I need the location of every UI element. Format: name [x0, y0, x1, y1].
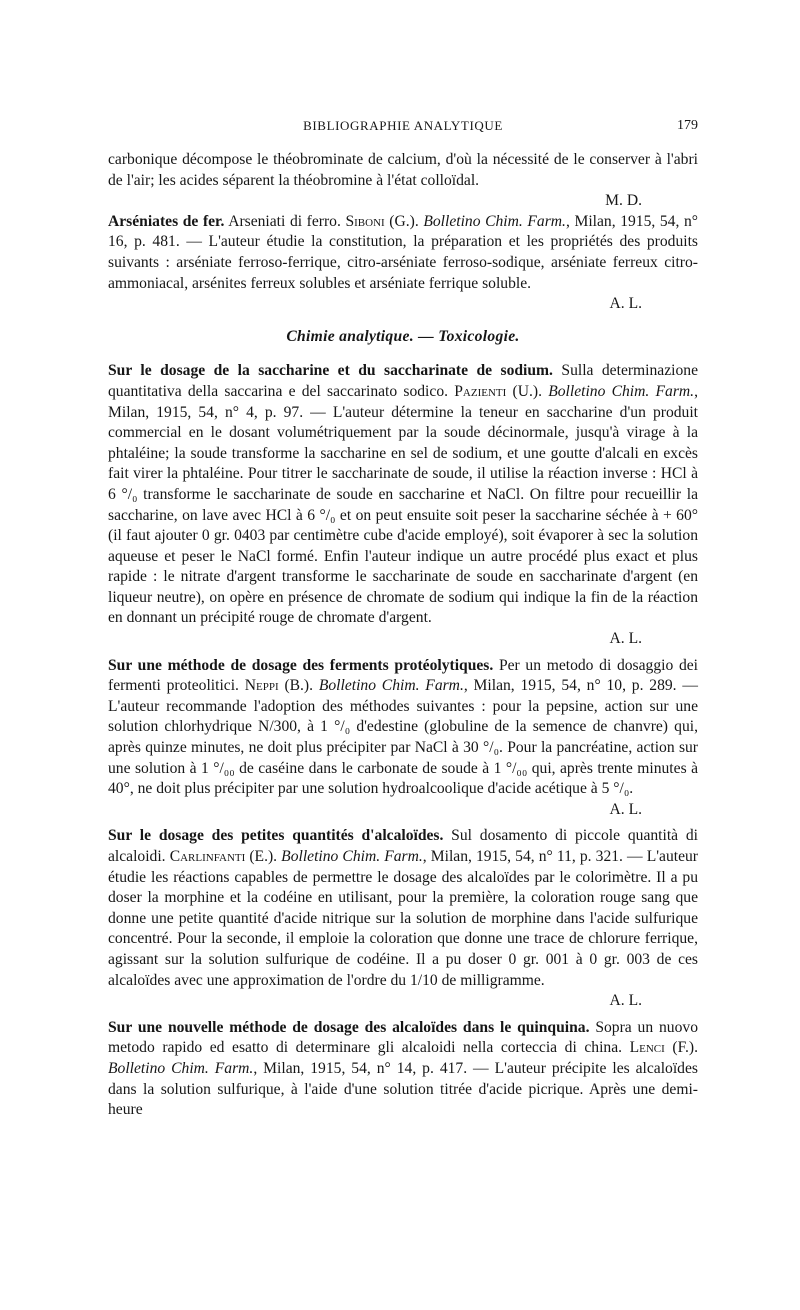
entry-heading: Arséniates de fer. [108, 212, 225, 230]
entry-initials: (G.). [384, 212, 424, 230]
entry-saccharine [108, 361, 698, 629]
entry-source: Bolletino Chim. Farm. [548, 382, 695, 400]
entry-initials: (F.). [664, 1039, 698, 1057]
entry-heading: Sur une méthode de dosage des ferments protéolytiques. [108, 656, 494, 674]
entry-heading: Sur le dosage des petites quantités d'alcaloïdes. [108, 827, 444, 845]
entry-heading: Sur une nouvelle méthode de dosage des alcaloïdes dans le quinquina. [108, 1018, 590, 1036]
entry-initials: (B.). [278, 677, 319, 695]
entry-source: Bolletino Chim. Farm. [423, 212, 566, 230]
entry-signature: A. L. [609, 992, 642, 1010]
running-head-title: BIBLIOGRAPHIE ANALYTIQUE [303, 118, 503, 133]
entry-signature: A. L. [609, 800, 642, 818]
entry-source: Bolletino Chim. Farm. [318, 677, 464, 695]
entry-title-it: Sopra un nuovo metodo rapido ed esatto di determinare gli alcaloidi nella corteccia di china. [108, 1018, 698, 1057]
page-body [108, 150, 698, 1121]
entry-source: Bolletino Chim. Farm. [108, 1059, 254, 1077]
entry-body: , Milan, 1915, 54, n° 10, p. 289. — L'auteur recommande l'adoption des méthodes suivantes : pour la pepsine, action sur une solution chlorhydrique N/300, à 1 °/₀ d'edestine (globuline de la semence de chanvre) qui, après quinze minutes, ne doit plus précipiter par NaCl à 30 °/₀. Pour la pancréatine, action sur une solution à 1 °/₀₀ de caséine dans le carbonate de soude à 1 °/₀₀ qui, après trente minutes à 40°, ne doit plus précipiter par une solution hydroalcoolique d'acide acétique à 5 °/₀. [108, 677, 698, 798]
entry-author: Pazienti [454, 382, 507, 400]
entry-quinquina [108, 1018, 698, 1121]
entry-alcaloides [108, 826, 698, 991]
entry-initials: (U.). [506, 382, 549, 400]
entry-body: , Milan, 1915, 54, n° 4, p. 97. — L'auteur détermine la teneur en saccharine d'un produit commercial en le dosant volumétriquement par la soude décinormale, jusqu'à virage à la phtaléine; la soude transforme la saccharine en sel de sodium, et une goutte d'alcali en excès fait virer la phtaléine. Pour titrer le saccharinate de soude, il utilise la réaction inverse : HCl à 6 °/₀ transforme le saccharinate de soude en saccharine et NaCl. On filtre pour recueillir la saccharine, on lave avec HCl à 6 °/₀ et on peut ensuite soit peser la saccharine séchée à + 60° (il faut ajouter 0 gr. 0403 par centimètre cube d'acide employé), soit évaporer à sec la solution aqueuse et peser le NaCl formé. Enfin l'auteur indique un autre procédé plus exact et plus rapide : le nitrate d'argent transforme le saccharinate de soude en saccharinate d'argent (en liqueur neutre), on opère en présence de chromate de sodium qui indique la fin de la réaction en donnant un précipité rouge de chromate d'argent. [108, 382, 698, 627]
section-title: Chimie analytique. — Toxicologie. [286, 327, 520, 345]
entry-author: Neppi [244, 677, 279, 695]
entry-author: Lenci [629, 1039, 665, 1057]
entry-source: Bolletino Chim. Farm. [281, 848, 423, 865]
entry-signature: A. L. [609, 630, 642, 648]
entry-title-it: Per un metodo di dosaggio dei fermenti proteolitici. [108, 656, 698, 695]
entry-body: , Milan, 1915, 54, n° 11, p. 321. — L'auteur étudie les réactions capables de permettre le dosage des alcaloïdes par le colorimètre. Il a pu doser la morphine et la codéine en utilisant, pour la première, la coloration rouge sang que donne une petite quantité d'acide nitrique sur la solution de morphine dans l'acide sulfurique concentré. Pour la seconde, il emploie la coloration que donne une trace de chlorure ferrique, agissant sur la solution sulfurique de codéine. Il a pu doser 0 gr. 001 à 0 gr. 003 de ces alcaloïdes avec une approximation de l'ordre du 1/10 de milligramme. [108, 848, 699, 989]
page-number: 179 [677, 118, 698, 133]
entry-initials: (E.). [245, 848, 282, 865]
entry-signature: A. L. [609, 295, 642, 313]
entry-author: Siboni [345, 212, 385, 230]
entry-title-it: Arseniati di ferro. [224, 212, 346, 230]
entry-body: , Milan, 1915, 54, n° 16, p. 481. — L'auteur étudie la constitution, la préparation et les propriétés des produits suivants : arséniate ferroso-ferrique, citro-arséniate ferroso-sodique, arséniate ferreux citro-ammoniacal, arsénites ferreux solubles et arséniate ferrique soluble. [108, 212, 698, 292]
entry-heading: Sur le dosage de la saccharine et du saccharinate de sodium. [108, 362, 553, 380]
entry-body: , Milan, 1915, 54, n° 14, p. 417. — L'auteur précipite les alcaloïdes dans la solution sulfurique, à l'aide d'une solution titrée d'acide picrique. Après une demi-heure [108, 1059, 698, 1119]
continuation-paragraph: carbonique décompose le théobrominate de calcium, d'où la nécessité de le conserver à l'abri de l'air; les acides séparent la théobromine à l'état colloïdal. [108, 151, 698, 189]
entry-title-it: Sul dosamento di piccole quantità di alcaloidi. [108, 827, 698, 865]
entry-author: Carlinfanti [169, 848, 246, 865]
continuation-signature: M. D. [605, 192, 642, 210]
entry-arseniates [108, 212, 698, 294]
entry-ferments [108, 656, 698, 800]
entry-title-it: Sulla determinazione quantitativa della saccarina e del saccarinato sodico. [108, 362, 699, 400]
running-head [108, 118, 698, 140]
